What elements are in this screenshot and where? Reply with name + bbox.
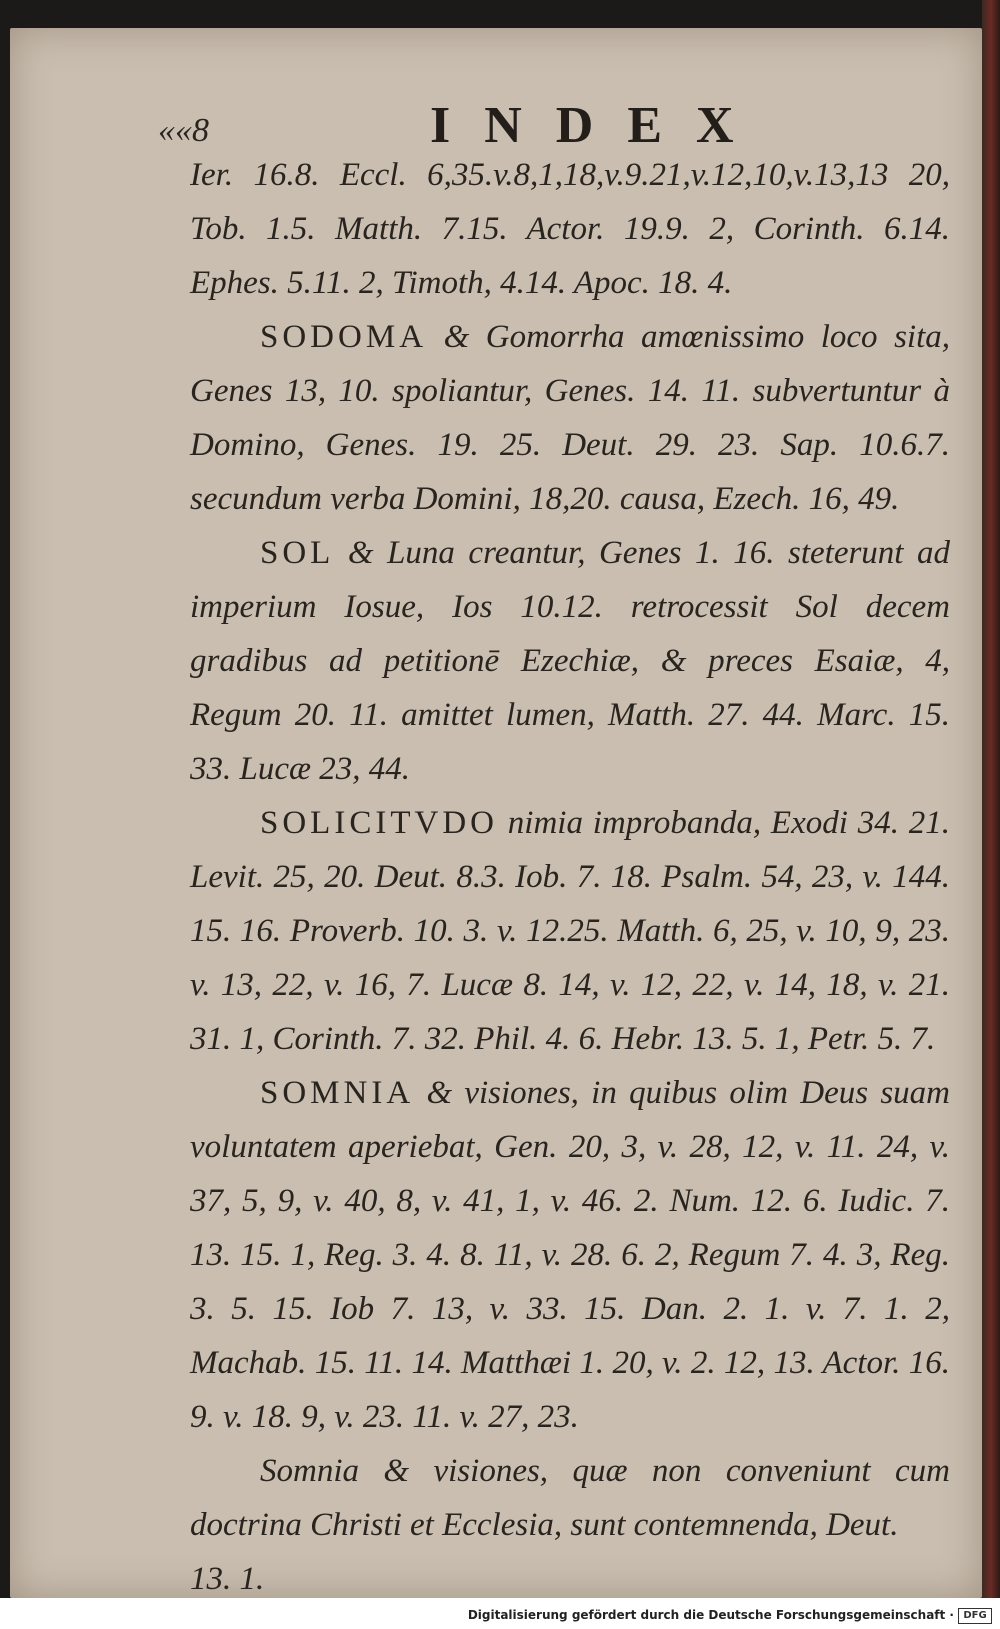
index-entry-somnia-contemnenda bbox=[190, 1444, 950, 1552]
entry-body: nimia improbanda, Exodi 34. 21. Levit. 25, 20. Deut. 8.3. Iob. 7. 18. Psalm. 54, 23, v. 144. 15. 16. Proverb. 10. 3. v. 12.25. Matth. 6, 25, v. 10, 9, 23. v. 13, 22, v. 16, 7. Lucæ 8. 14, v. 12, 22, v. 14, 18, v. 21. 31. 1, Corinth. 7. 32. Phil. 4. 6. Hebr. 13. 5. 1, Petr. 5. 7. bbox=[190, 805, 951, 1057]
entry-headword: SODOMA bbox=[260, 319, 428, 355]
book-spine-edge bbox=[982, 0, 1000, 1598]
running-head: INDEX bbox=[430, 97, 768, 154]
entry-body: & Gomorrha amœnissimo loco sita, Genes 13, 10. spoliantur, Genes. 14. 11. subvertuntur à Domino, Genes. 19. 25. Deut. 29. 23. Sap. 10.6.7. secundum verba Domini, 18,20. causa, Ezech. 16, 49. bbox=[190, 319, 950, 517]
entry-body: Somnia & visiones, quæ non conveniunt cum doctrina Christi et Ecclesia, sunt contemnenda, Deut. bbox=[190, 1453, 950, 1543]
final-reference: 13. 1. bbox=[190, 1561, 265, 1597]
index-entry-solicitudo bbox=[190, 796, 950, 1066]
entry-headword: SOL bbox=[260, 535, 335, 571]
funding-credit: Digitalisierung gefördert durch die Deutsche Forschungsgemeinschaft · bbox=[467, 1608, 954, 1622]
page-number: ««8 bbox=[158, 112, 209, 149]
entry-headword: SOLICITVDO bbox=[260, 805, 498, 841]
index-entry-somnia bbox=[190, 1066, 950, 1444]
book-page bbox=[10, 28, 982, 1598]
index-entry-sol bbox=[190, 526, 950, 796]
index-entry-sodoma bbox=[190, 310, 950, 526]
entry-headword: SOMNIA bbox=[260, 1075, 415, 1111]
digitization-footer bbox=[0, 1598, 1000, 1629]
index-text bbox=[190, 148, 950, 1606]
page-header bbox=[10, 68, 982, 154]
entry-body: & visiones, in quibus olim Deus suam voluntatem aperiebat, Gen. 20, 3, v. 28, 12, v. 11. 24, v. 37, 5, 9, v. 40, 8, v. 41, 1, v. 46. 2. Num. 12. 6. Iudic. 7. 13. 15. 1, Reg. 3. 4. 8. 11, v. 28. 6. 2, Regum 7. 4. 3, Reg. 3. 5. 15. Iob 7. 13, v. 33. 15. Dan. 2. 1. v. 7. 1. 2, Machab. 15. 11. 14. Matthæi 1. 20, v. 2. 12, 13. Actor. 16. 9. v. 18. 9, v. 23. 11. v. 27, 23. bbox=[190, 1075, 951, 1435]
entry-body: & Luna creantur, Genes 1. 16. steterunt ad imperium Iosue, Ios 10.12. retrocessit Sol decem gradibus ad petitionē Ezechiæ, & preces Esaiæ, 4, Regum 20. 11. amittet lumen, Matth. 27. 44. Marc. 15. 33. Lucæ 23, 44. bbox=[190, 535, 950, 787]
dfg-logo-icon: DFG bbox=[958, 1608, 992, 1624]
intro-references: Ier. 16.8. Eccl. 6,35.v.8,1,18,v.9.21,v.12,10,v.13,13 20, Tob. 1.5. Matth. 7.15. Actor. 19.9. 2, Corinth. 6.14. Ephes. 5.11. 2, Timoth, 4.14. Apoc. 18. 4. bbox=[190, 157, 950, 301]
